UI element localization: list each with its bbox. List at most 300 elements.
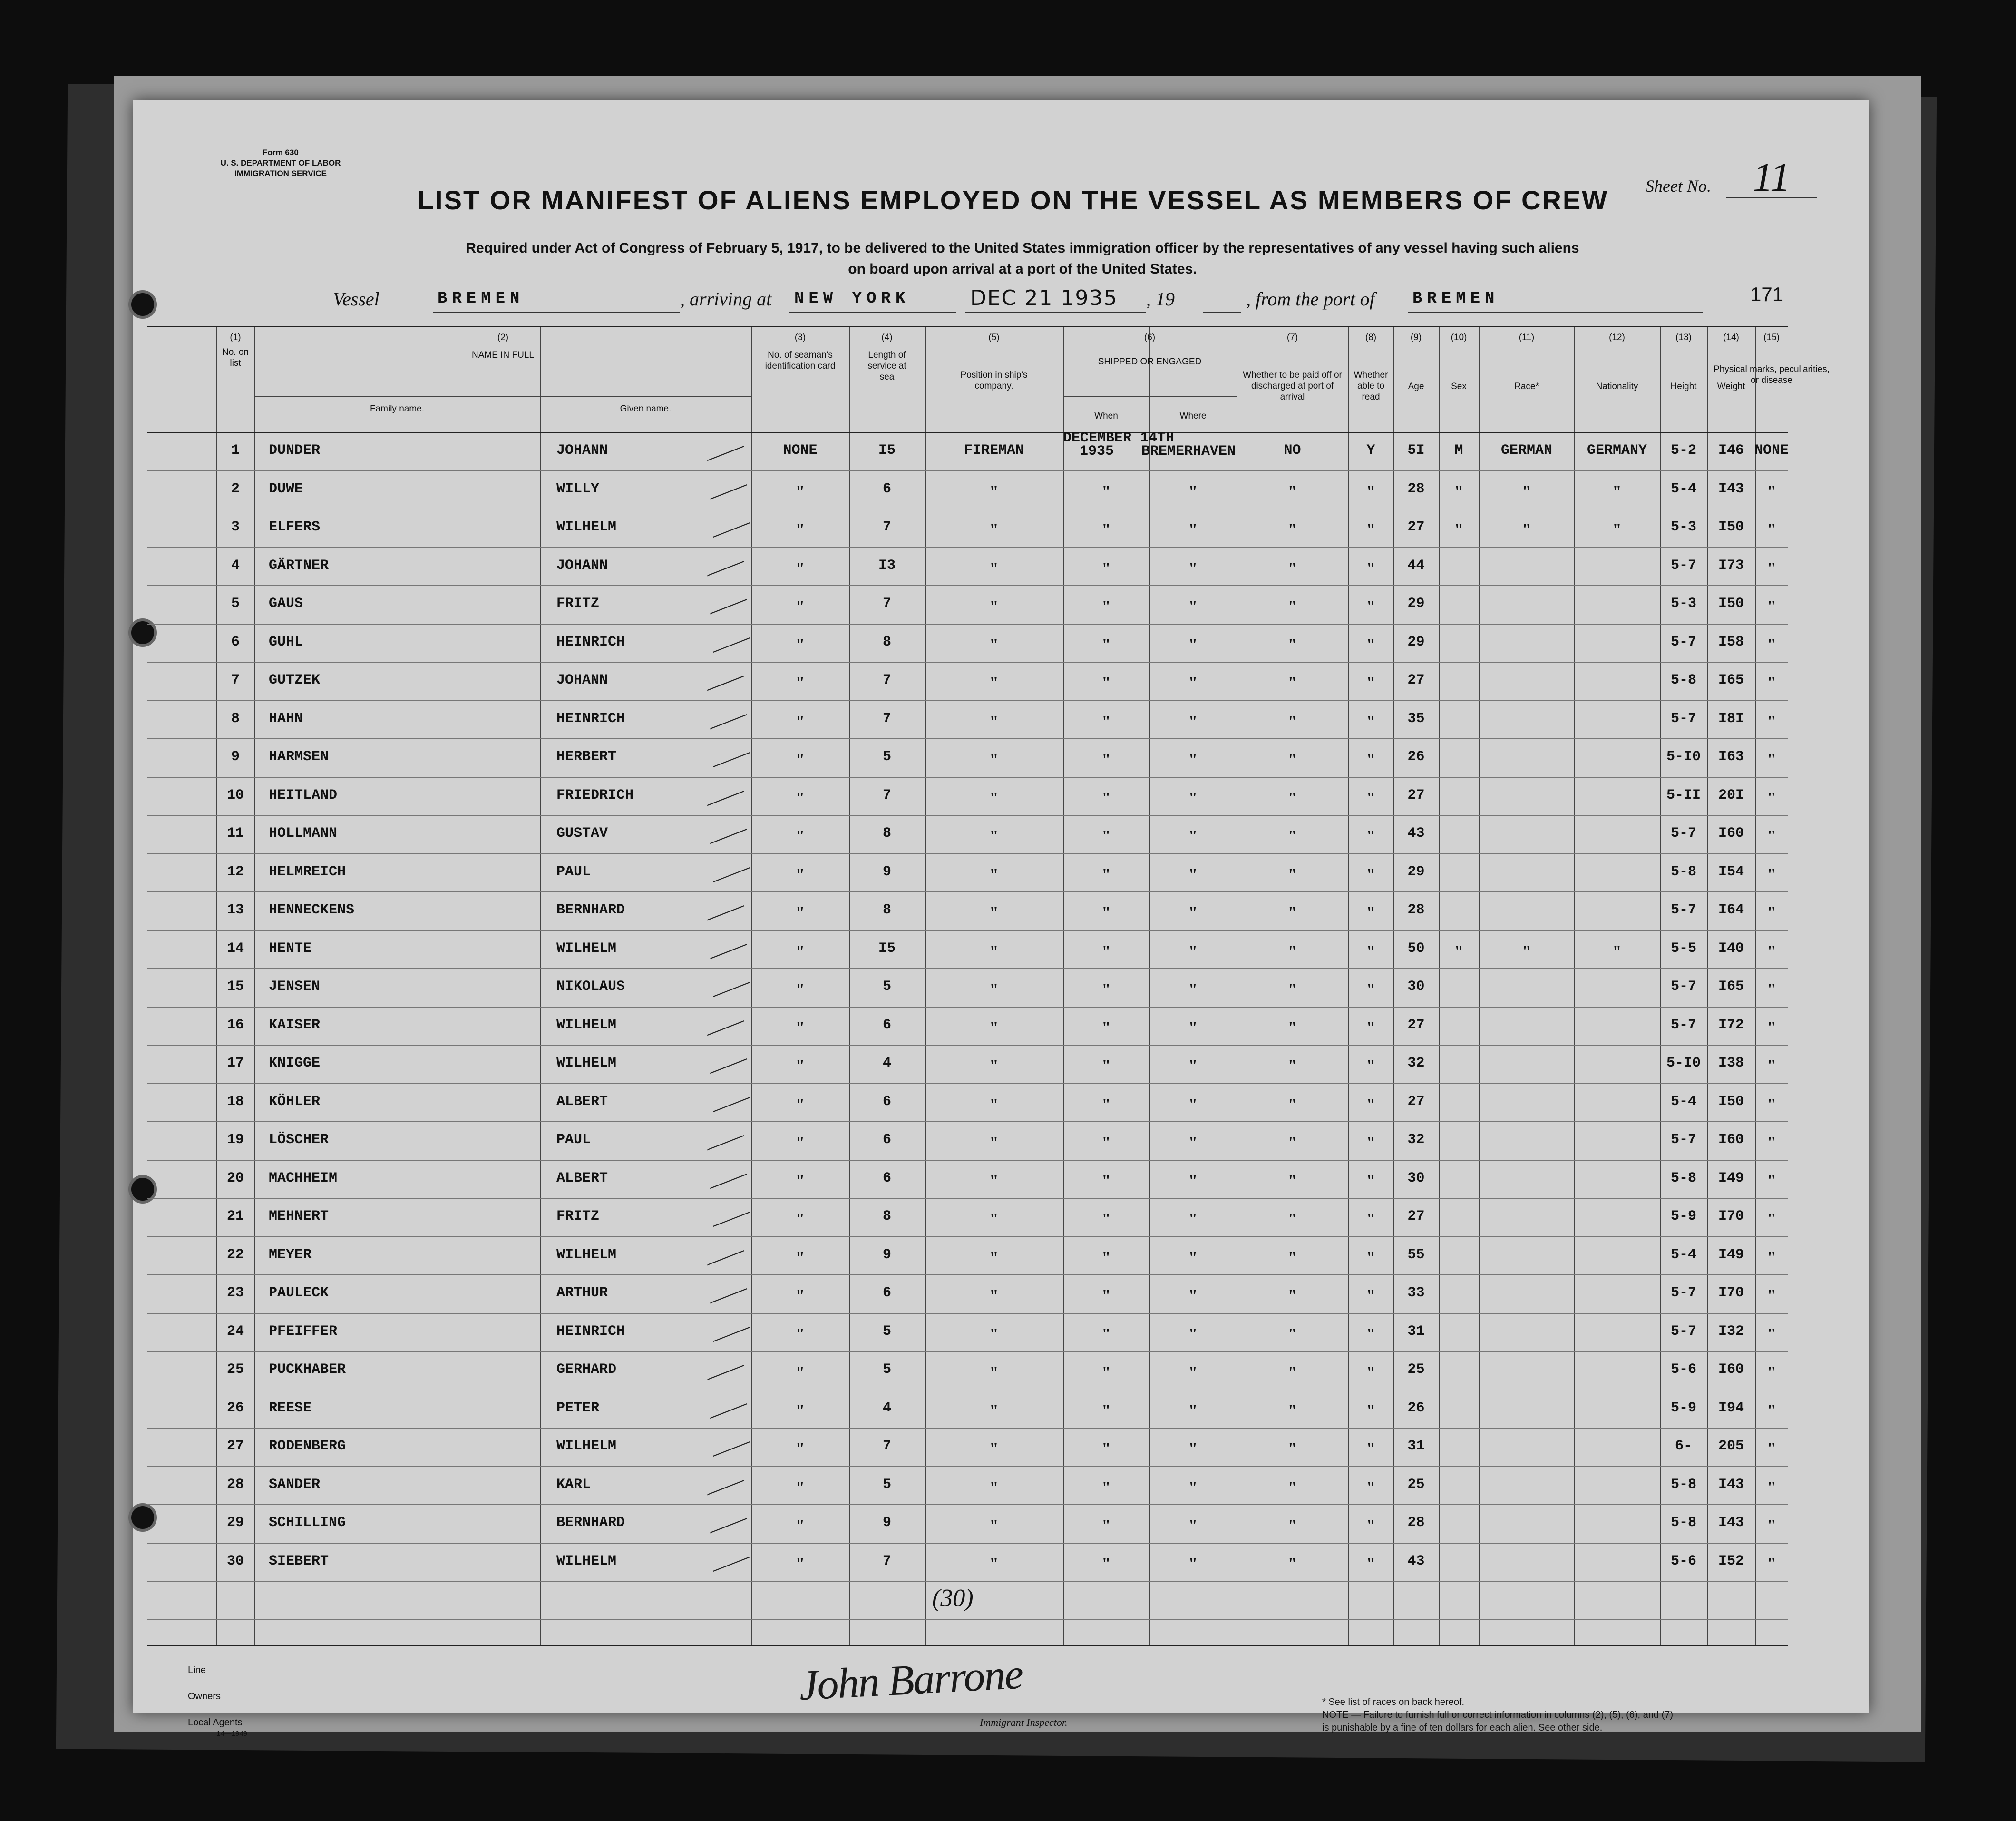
id-card-ditto: " xyxy=(796,521,805,538)
height: 5-3 xyxy=(1670,596,1696,612)
from-port: BREMEN xyxy=(1412,290,1500,308)
family-name: DUNDER xyxy=(269,442,321,459)
read-ditto: " xyxy=(1366,1517,1375,1534)
row-number: 27 xyxy=(226,1438,244,1454)
weight: I65 xyxy=(1718,672,1744,688)
given-name: JOHANN xyxy=(556,672,608,688)
paid-off-ditto: " xyxy=(1288,942,1297,960)
sheet-number: 11 xyxy=(1726,157,1817,198)
weight: I64 xyxy=(1718,902,1744,918)
service-length: 5 xyxy=(882,979,891,995)
marks-ditto: " xyxy=(1767,1057,1776,1075)
age: 50 xyxy=(1407,940,1425,957)
given-name: PETER xyxy=(556,1400,600,1416)
position-ditto: " xyxy=(989,1287,999,1304)
marks-ditto: " xyxy=(1767,1210,1776,1228)
weight: 205 xyxy=(1718,1438,1744,1454)
family-name: HEITLAND xyxy=(269,787,338,803)
weight: I43 xyxy=(1718,480,1744,497)
position-ditto: " xyxy=(989,1210,999,1228)
marks-ditto: " xyxy=(1767,980,1776,998)
service-length: 6 xyxy=(882,1132,891,1148)
weight: I60 xyxy=(1718,1132,1744,1148)
family-name: KAISER xyxy=(269,1017,321,1033)
age: 27 xyxy=(1407,672,1425,688)
punch-hole xyxy=(128,290,157,319)
when-ditto: " xyxy=(1101,1057,1111,1075)
position-ditto: " xyxy=(989,827,999,845)
position-ditto: " xyxy=(989,1517,999,1534)
row-number: 16 xyxy=(226,1017,244,1033)
family-name: SIEBERT xyxy=(269,1553,329,1569)
given-name: HERBERT xyxy=(556,749,617,765)
where-ditto: " xyxy=(1188,1248,1198,1266)
height: 5-7 xyxy=(1670,1285,1696,1301)
marks-ditto: " xyxy=(1767,1172,1776,1190)
height: 5-9 xyxy=(1670,1400,1696,1416)
id-card-ditto: " xyxy=(796,1018,805,1037)
row-rule xyxy=(147,1121,1788,1122)
read-ditto: " xyxy=(1366,1210,1375,1228)
family-name: KÖHLER xyxy=(269,1093,321,1110)
read-ditto: " xyxy=(1366,674,1375,692)
height: 5-4 xyxy=(1670,1093,1696,1110)
subtitle-line-1: Required under Act of Congress of February 5, 1917, to be delivered to the United States immigration officer by the representatives of any vessel having such aliens xyxy=(466,240,1579,256)
given-name: HEINRICH xyxy=(556,634,625,650)
weight: I70 xyxy=(1718,1208,1744,1224)
height: 5-4 xyxy=(1670,1246,1696,1263)
read-ditto: " xyxy=(1366,1134,1375,1151)
where-ditto: " xyxy=(1188,1057,1198,1075)
col14-header: (14) Weight xyxy=(1717,333,1745,392)
when-ditto: " xyxy=(1101,942,1111,960)
paid-off-ditto: " xyxy=(1288,1248,1297,1266)
weight: I65 xyxy=(1718,979,1744,995)
given-name: ALBERT xyxy=(556,1093,608,1110)
row-rule xyxy=(147,1083,1788,1084)
row-number: 30 xyxy=(226,1553,244,1569)
id-card-ditto: " xyxy=(796,1057,805,1075)
height: 6- xyxy=(1675,1438,1692,1454)
when-ditto: " xyxy=(1101,1248,1111,1266)
row-number: 19 xyxy=(226,1132,244,1148)
where-ditto: " xyxy=(1188,559,1198,577)
paid-off-ditto: " xyxy=(1288,1440,1297,1458)
when-header: When xyxy=(1094,411,1118,421)
paid-off-ditto: " xyxy=(1288,559,1297,577)
row-number: 22 xyxy=(226,1246,244,1263)
weight: I43 xyxy=(1718,1476,1744,1493)
paid-off-ditto: " xyxy=(1288,865,1297,883)
where-ditto: " xyxy=(1188,1172,1198,1190)
given-name: JOHANN xyxy=(556,442,608,459)
where-ditto: " xyxy=(1188,1517,1198,1534)
service-length: 7 xyxy=(882,672,891,688)
weight: I63 xyxy=(1718,749,1744,765)
form-code: 14—1949 xyxy=(216,1730,248,1738)
row-rule xyxy=(147,547,1788,548)
height: 5-7 xyxy=(1670,634,1696,650)
family-name: DUWE xyxy=(269,480,303,497)
subtitle-line-2: on board upon arrival at a port of the United States. xyxy=(848,261,1197,277)
height: 5-9 xyxy=(1670,1208,1696,1224)
row-rule xyxy=(147,700,1788,701)
family-name: HENTE xyxy=(269,940,312,957)
position-ditto: " xyxy=(989,559,999,577)
when-ditto: " xyxy=(1101,1478,1111,1496)
age: 43 xyxy=(1407,825,1425,842)
height: 5-8 xyxy=(1670,1170,1696,1186)
paid-off-ditto: " xyxy=(1288,521,1297,538)
age: 55 xyxy=(1407,1246,1425,1263)
family-name: MEHNERT xyxy=(269,1208,329,1224)
given-name: FRIEDRICH xyxy=(556,787,634,803)
height: 5-8 xyxy=(1670,672,1696,688)
age: 27 xyxy=(1407,1017,1425,1033)
where-ditto: " xyxy=(1188,751,1198,768)
paid-off-ditto: " xyxy=(1288,1134,1297,1151)
given-name: BERNHARD xyxy=(556,902,625,918)
row-rule xyxy=(147,777,1788,778)
service-length: 5 xyxy=(882,1476,891,1493)
age: 28 xyxy=(1407,902,1425,918)
id-card-ditto: " xyxy=(796,1210,805,1228)
position-ditto: " xyxy=(989,1057,999,1075)
marks-ditto: " xyxy=(1767,597,1776,615)
age: 28 xyxy=(1407,1515,1425,1531)
marks-ditto: " xyxy=(1767,1517,1776,1534)
col7-header: (7) Whether to be paid off or discharged at port of arrival xyxy=(1243,333,1342,402)
row-rule xyxy=(147,1619,1788,1620)
marks-ditto: " xyxy=(1767,1478,1776,1496)
row-rule xyxy=(147,1466,1788,1467)
given-name: ARTHUR xyxy=(556,1285,608,1301)
sex-ditto: " xyxy=(1454,521,1463,538)
paid-off-ditto: " xyxy=(1288,980,1297,998)
position-ditto: " xyxy=(989,1172,999,1190)
sheet-label: Sheet No. xyxy=(1646,176,1711,196)
vessel-name: BREMEN xyxy=(438,290,525,308)
position-ditto: " xyxy=(989,1248,999,1266)
id-card-ditto: " xyxy=(796,980,805,998)
shipped-when: DECEMBER 14TH xyxy=(1063,430,1175,446)
given-name: JOHANN xyxy=(556,557,608,574)
paid-off-ditto: " xyxy=(1288,1172,1297,1190)
race-ditto: " xyxy=(1522,482,1531,500)
position-ditto: " xyxy=(989,980,999,998)
paid-off-ditto: " xyxy=(1288,1363,1297,1381)
paid-off-ditto: " xyxy=(1288,1018,1297,1037)
id-card-ditto: " xyxy=(796,674,805,692)
service-length: 5 xyxy=(882,1361,891,1378)
service-length: 4 xyxy=(882,1400,891,1416)
col1-header: (1) No. on list xyxy=(222,333,249,368)
where-ditto: " xyxy=(1188,942,1198,960)
paid-off-ditto: " xyxy=(1288,674,1297,692)
age: 28 xyxy=(1407,480,1425,497)
vessel-underline xyxy=(433,312,680,313)
service-length: 8 xyxy=(882,825,891,842)
marks-ditto: " xyxy=(1767,1555,1776,1573)
row-number: 20 xyxy=(226,1170,244,1186)
marks-ditto: " xyxy=(1767,1363,1776,1381)
given-name: WILLY xyxy=(556,480,600,497)
row-rule xyxy=(147,1045,1788,1046)
family-name: SCHILLING xyxy=(269,1515,346,1531)
paid-off: NO xyxy=(1284,442,1301,459)
age: 26 xyxy=(1407,749,1425,765)
age: 31 xyxy=(1407,1438,1425,1454)
row-number: 17 xyxy=(226,1055,244,1071)
row-rule xyxy=(147,432,1788,433)
height: 5-6 xyxy=(1670,1361,1696,1378)
race: GERMAN xyxy=(1500,442,1553,459)
when-ditto: " xyxy=(1101,1325,1111,1343)
family-name: JENSEN xyxy=(269,979,321,995)
given-name: NIKOLAUS xyxy=(556,979,625,995)
row-rule xyxy=(147,1351,1788,1352)
family-name: PUCKHABER xyxy=(269,1361,346,1378)
read-ditto: " xyxy=(1366,1555,1375,1573)
paid-off-ditto: " xyxy=(1288,1478,1297,1496)
position-ditto: " xyxy=(989,904,999,921)
marks-ditto: " xyxy=(1767,904,1776,921)
marks-ditto: " xyxy=(1767,521,1776,538)
col12-header: (12) Nationality xyxy=(1596,333,1638,392)
row-number: 21 xyxy=(226,1208,244,1224)
date-stamp: DEC 21 1935 xyxy=(970,286,1118,310)
read-ditto: " xyxy=(1366,597,1375,615)
row-number: 29 xyxy=(226,1515,244,1531)
position-ditto: " xyxy=(989,521,999,538)
age: 35 xyxy=(1407,710,1425,727)
position-ditto: " xyxy=(989,674,999,692)
read-ditto: " xyxy=(1366,482,1375,500)
row-rule xyxy=(147,662,1788,663)
family-name: RODENBERG xyxy=(269,1438,346,1454)
weight: 20I xyxy=(1718,787,1744,803)
where-header: Where xyxy=(1179,411,1207,421)
position-ditto: " xyxy=(989,751,999,768)
height: 5-7 xyxy=(1670,1132,1696,1148)
height: 5-II xyxy=(1666,787,1701,803)
age: 30 xyxy=(1407,1170,1425,1186)
from-underline xyxy=(1408,312,1703,313)
when-ditto: " xyxy=(1101,559,1111,577)
weight: I73 xyxy=(1718,557,1744,574)
when-ditto: " xyxy=(1101,865,1111,883)
service-length: 7 xyxy=(882,596,891,612)
where-ditto: " xyxy=(1188,521,1198,538)
race-note: * See list of races on back hereof. xyxy=(1322,1697,1465,1707)
when-ditto: " xyxy=(1101,482,1111,500)
position-ditto: " xyxy=(989,1018,999,1037)
vessel-info-line xyxy=(252,288,1703,316)
position-ditto: " xyxy=(989,1095,999,1113)
height: 5-7 xyxy=(1670,710,1696,727)
paid-off-ditto: " xyxy=(1288,1555,1297,1573)
read-ditto: " xyxy=(1366,1363,1375,1381)
read-ditto: " xyxy=(1366,827,1375,845)
service-length: 6 xyxy=(882,1170,891,1186)
marks-ditto: " xyxy=(1767,1134,1776,1151)
height: 5-I0 xyxy=(1666,749,1701,765)
where-ditto: " xyxy=(1188,1363,1198,1381)
age: 27 xyxy=(1407,1093,1425,1110)
service-length: I5 xyxy=(878,442,896,459)
when-ditto: " xyxy=(1101,636,1111,654)
from-label: , from the port of xyxy=(1246,288,1375,310)
weight: I49 xyxy=(1718,1246,1744,1263)
given-name: WILHELM xyxy=(556,1438,617,1454)
marks-ditto: " xyxy=(1767,482,1776,500)
col5-header: (5) Position in ship's company. xyxy=(960,333,1028,391)
row-number: 14 xyxy=(226,940,244,957)
race-ditto: " xyxy=(1522,521,1531,538)
age: 27 xyxy=(1407,1208,1425,1224)
year-label: , 19 xyxy=(1146,288,1175,310)
column-rule xyxy=(254,327,255,1645)
marks-ditto: " xyxy=(1767,1287,1776,1304)
arriving-label: , arriving at xyxy=(680,288,772,310)
row-number: 15 xyxy=(226,979,244,995)
row-rule xyxy=(147,891,1788,892)
family-name-header: Family name. xyxy=(370,404,425,414)
when-ditto: " xyxy=(1101,980,1111,998)
height: 5-7 xyxy=(1670,979,1696,995)
height: 5-8 xyxy=(1670,1515,1696,1531)
age: 30 xyxy=(1407,979,1425,995)
row-rule xyxy=(147,585,1788,586)
position-ditto: " xyxy=(989,1478,999,1496)
row-number: 24 xyxy=(226,1323,244,1340)
age: 27 xyxy=(1407,787,1425,803)
height: 5-7 xyxy=(1670,1017,1696,1033)
col10-header: (10) Sex xyxy=(1451,333,1467,392)
height: 5-8 xyxy=(1670,1476,1696,1493)
marks-ditto: " xyxy=(1767,636,1776,654)
family-name: MEYER xyxy=(269,1246,312,1263)
position-ditto: " xyxy=(989,1363,999,1381)
footnotes xyxy=(1322,1696,1821,1734)
marks-ditto: " xyxy=(1767,1248,1776,1266)
where-ditto: " xyxy=(1188,1095,1198,1113)
id-card-number: NONE xyxy=(783,442,818,459)
when-ditto: " xyxy=(1101,904,1111,921)
age: 29 xyxy=(1407,634,1425,650)
marks-ditto: " xyxy=(1767,865,1776,883)
service-length: I3 xyxy=(878,557,896,574)
weight: I50 xyxy=(1718,519,1744,535)
given-name: PAUL xyxy=(556,1132,591,1148)
age: 26 xyxy=(1407,1400,1425,1416)
read-ditto: " xyxy=(1366,559,1375,577)
read-ditto: " xyxy=(1366,980,1375,998)
paid-off-ditto: " xyxy=(1288,482,1297,500)
when-ditto: " xyxy=(1101,712,1111,730)
id-card-ditto: " xyxy=(796,751,805,768)
row-rule xyxy=(147,1313,1788,1314)
age: 31 xyxy=(1407,1323,1425,1340)
where-ditto: " xyxy=(1188,482,1198,500)
family-name: HAHN xyxy=(269,710,303,727)
penalty-note-1: NOTE — Failure to furnish full or correct information in columns (2), (5), (6), and (7) xyxy=(1322,1710,1674,1720)
row-rule xyxy=(147,1428,1788,1429)
sex-ditto: " xyxy=(1454,942,1463,960)
row-rule xyxy=(147,1504,1788,1505)
nationality-ditto: " xyxy=(1612,482,1622,500)
height: 5-5 xyxy=(1670,940,1696,957)
col4-header: (4) Length of service at sea xyxy=(867,333,906,382)
marks-ditto: " xyxy=(1767,674,1776,692)
id-card-ditto: " xyxy=(796,865,805,883)
position-ditto: " xyxy=(989,1555,999,1573)
paid-off-ditto: " xyxy=(1288,1517,1297,1534)
when-ditto: " xyxy=(1101,1363,1111,1381)
id-card-ditto: " xyxy=(796,904,805,921)
read-ditto: " xyxy=(1366,636,1375,654)
col15-header: (15) Physical marks, peculiarities, or disease xyxy=(1714,333,1830,385)
family-name: PAULECK xyxy=(269,1285,329,1301)
service-length: 6 xyxy=(882,1017,891,1033)
when-ditto: " xyxy=(1101,1095,1111,1113)
paid-off-ditto: " xyxy=(1288,1287,1297,1304)
row-rule xyxy=(147,1236,1788,1237)
local-agents-label: Local Agents xyxy=(188,1717,243,1728)
marks-ditto: " xyxy=(1767,1325,1776,1343)
weight: I8I xyxy=(1718,710,1744,727)
total-count: (30) xyxy=(932,1585,974,1612)
id-card-ditto: " xyxy=(796,1172,805,1190)
penalty-note-2: is punishable by a fine of ten dollars for each alien. See other side. xyxy=(1322,1723,1603,1733)
able-to-read: Y xyxy=(1366,442,1375,459)
service-length: 5 xyxy=(882,1323,891,1340)
given-name: PAUL xyxy=(556,863,591,880)
where-ditto: " xyxy=(1188,1287,1198,1304)
weight: I49 xyxy=(1718,1170,1744,1186)
row-number: 12 xyxy=(226,863,244,880)
sex-ditto: " xyxy=(1454,482,1463,500)
paid-off-ditto: " xyxy=(1288,751,1297,768)
read-ditto: " xyxy=(1366,1287,1375,1304)
where-ditto: " xyxy=(1188,1210,1198,1228)
service-length: 9 xyxy=(882,1246,891,1263)
when-ditto: " xyxy=(1101,751,1111,768)
paid-off-ditto: " xyxy=(1288,1325,1297,1343)
service-length: 6 xyxy=(882,1285,891,1301)
where-ditto: " xyxy=(1188,980,1198,998)
weight: I46 xyxy=(1718,442,1744,459)
weight: I50 xyxy=(1718,1093,1744,1110)
where-ditto: " xyxy=(1188,1325,1198,1343)
form-number: Form 630 xyxy=(263,148,299,157)
family-name: SANDER xyxy=(269,1476,321,1493)
when-ditto: " xyxy=(1101,789,1111,807)
read-ditto: " xyxy=(1366,1478,1375,1496)
height: 5-7 xyxy=(1670,557,1696,574)
marks-ditto: " xyxy=(1767,789,1776,807)
id-card-ditto: " xyxy=(796,1517,805,1534)
when-ditto: " xyxy=(1101,674,1111,692)
read-ditto: " xyxy=(1366,521,1375,538)
family-name: GUHL xyxy=(269,634,303,650)
family-name: GÄRTNER xyxy=(269,557,329,574)
height: 5-7 xyxy=(1670,825,1696,842)
read-ditto: " xyxy=(1366,1018,1375,1037)
race-ditto: " xyxy=(1522,942,1531,960)
marks-ditto: " xyxy=(1767,1095,1776,1113)
when-ditto: " xyxy=(1101,1210,1111,1228)
